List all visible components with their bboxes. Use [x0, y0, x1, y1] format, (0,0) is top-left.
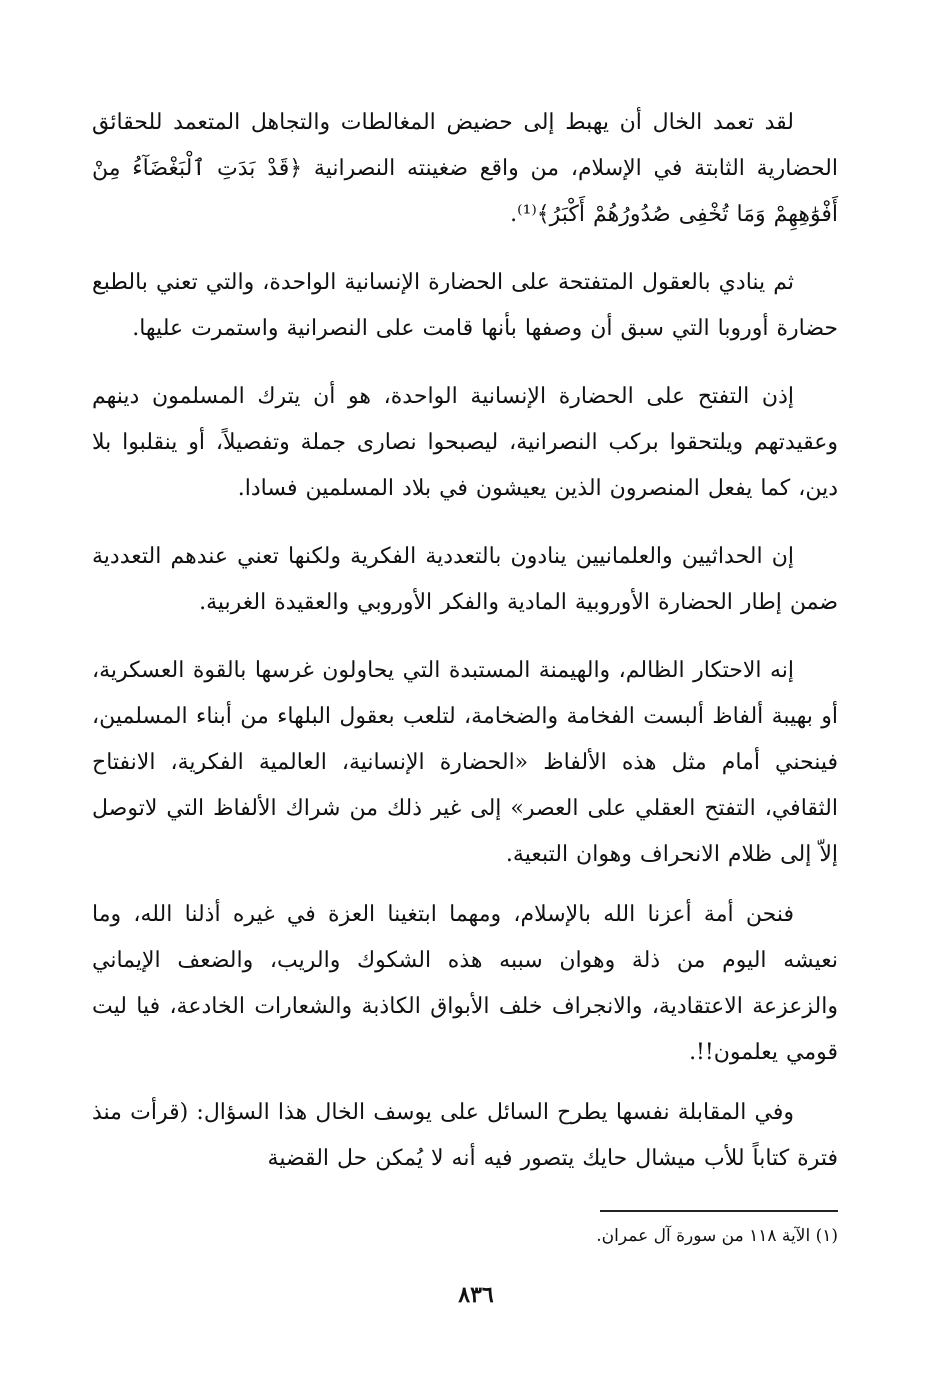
paragraph-1: لقد تعمد الخال أن يهبط إلى حضيض المغالطات والتجاهل المتعمد للحقائق الحضارية الثابتة في الإسلام، من واقع ضغينته النصرانية ﴿قَدْ بَدَتِ ٱلْبَغْضَآءُ مِنْ أَفْوَٰهِهِمْ وَمَا تُخْفِى صُدُورُهُمْ أَكْبَرُ﴾⁽¹⁾. [92, 110, 838, 227]
paragraph-6: فنحن أمة أعزنا الله بالإسلام، ومهما ابتغينا العزة في غيره أذلنا الله، وما نعيشه اليوم من ذلة وهوان سببه هذه الشكوك والريب، والضعف الإيماني والزعزعة الاعتقادية، والانجراف خلف الأبواق الكاذبة والشعارات الخادعة، فيا ليت قومي يعلمون!!. [92, 902, 838, 1065]
paragraph-7: وفي المقابلة نفسها يطرح السائل على يوسف الخال هذا السؤال: (قرأت منذ فترة كتاباً للأب ميشال حايك يتصور فيه أنه لا يُمكن حل القضية [92, 1100, 838, 1171]
paragraph-4: إن الحداثيين والعلمانيين ينادون بالتعددية الفكرية ولكنها تعني عندهم التعددية ضمن إطار الحضارة الأوروبية المادية والفكر الأوروبي والعقيدة الغربية. [92, 544, 838, 615]
paragraph-2: ثم ينادي بالعقول المتفتحة على الحضارة الإنسانية الواحدة، والتي تعني بالطبع حضارة أوروبا التي سبق أن وصفها بأنها قامت على النصرانية واستمرت عليها. [92, 270, 838, 341]
paragraph-5: إنه الاحتكار الظالم، والهيمنة المستبدة التي يحاولون غرسها بالقوة العسكرية، أو بهيبة ألفاظ ألبست الفخامة والضخامة، لتلعب بعقول البلهاء من أبناء المسلمين، فينحني أمام مثل هذه الألفاظ «الحضارة الإنسانية، العالمية الفكرية، الانفتاح الثقافي، التفتح العقلي على العصر» إلى غير ذلك من شراك الألفاظ التي لاتوصل إلاّ إلى ظلام الانحراف وهوان التبعية. [92, 658, 838, 867]
page-number: ٨٣٦ [458, 1282, 494, 1308]
page-body [92, 100, 838, 1196]
footnote: (١) الآية ١١٨ من سورة آل عمران. [596, 1226, 838, 1246]
paragraph-3: إذن التفتح على الحضارة الإنسانية الواحدة، هو أن يترك المسلمون دينهم وعقيدتهم ويلتحقوا بركب النصرانية، ليصبحوا نصارى جملة وتفصيلاً، أو ينقلبوا بلا دين، كما يفعل المنصرون الذين يعيشون في بلاد المسلمين فسادا. [92, 384, 838, 501]
footnote-divider [600, 1210, 838, 1212]
